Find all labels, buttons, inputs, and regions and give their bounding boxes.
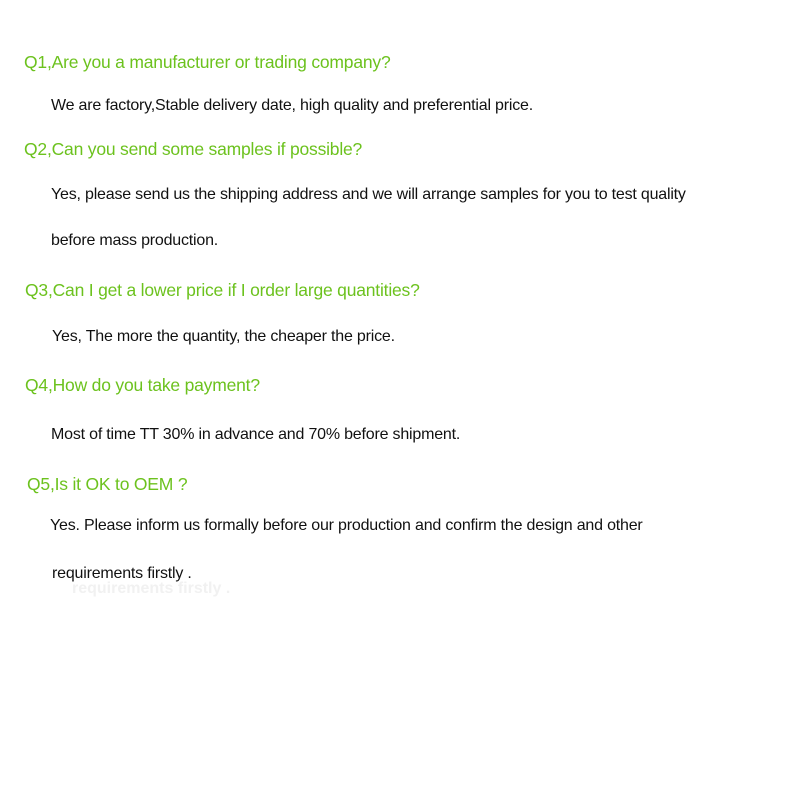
faq-question-2: Q2,Can you send some samples if possible? xyxy=(24,139,363,159)
faq-answer-5-line-2: requirements firstly . xyxy=(52,565,192,582)
faq-answer-4-line-1: Most of time TT 30% in advance and 70% before shipment. xyxy=(51,426,461,443)
faq-answer-5-line-1: Yes. Please inform us formally before our production and confirm the design and other xyxy=(50,517,643,534)
faq-question-1: Q1,Are you a manufacturer or trading company? xyxy=(24,52,391,72)
faded-text-artifact: requirements firstly . xyxy=(72,580,231,597)
faq-answer-2-line-2: before mass production. xyxy=(51,232,219,249)
faq-answer-1-line-1: We are factory,Stable delivery date, high quality and preferential price. xyxy=(51,97,533,114)
faq-question-3: Q3,Can I get a lower price if I order large quantities? xyxy=(25,280,420,300)
faq-answer-2-line-1: Yes, please send us the shipping address and we will arrange samples for you to test quality xyxy=(51,186,686,203)
faq-question-4: Q4,How do you take payment? xyxy=(25,375,260,395)
faq-question-5: Q5,Is it OK to OEM ? xyxy=(27,474,188,494)
faq-answer-3-line-1: Yes, The more the quantity, the cheaper the price. xyxy=(52,328,395,345)
